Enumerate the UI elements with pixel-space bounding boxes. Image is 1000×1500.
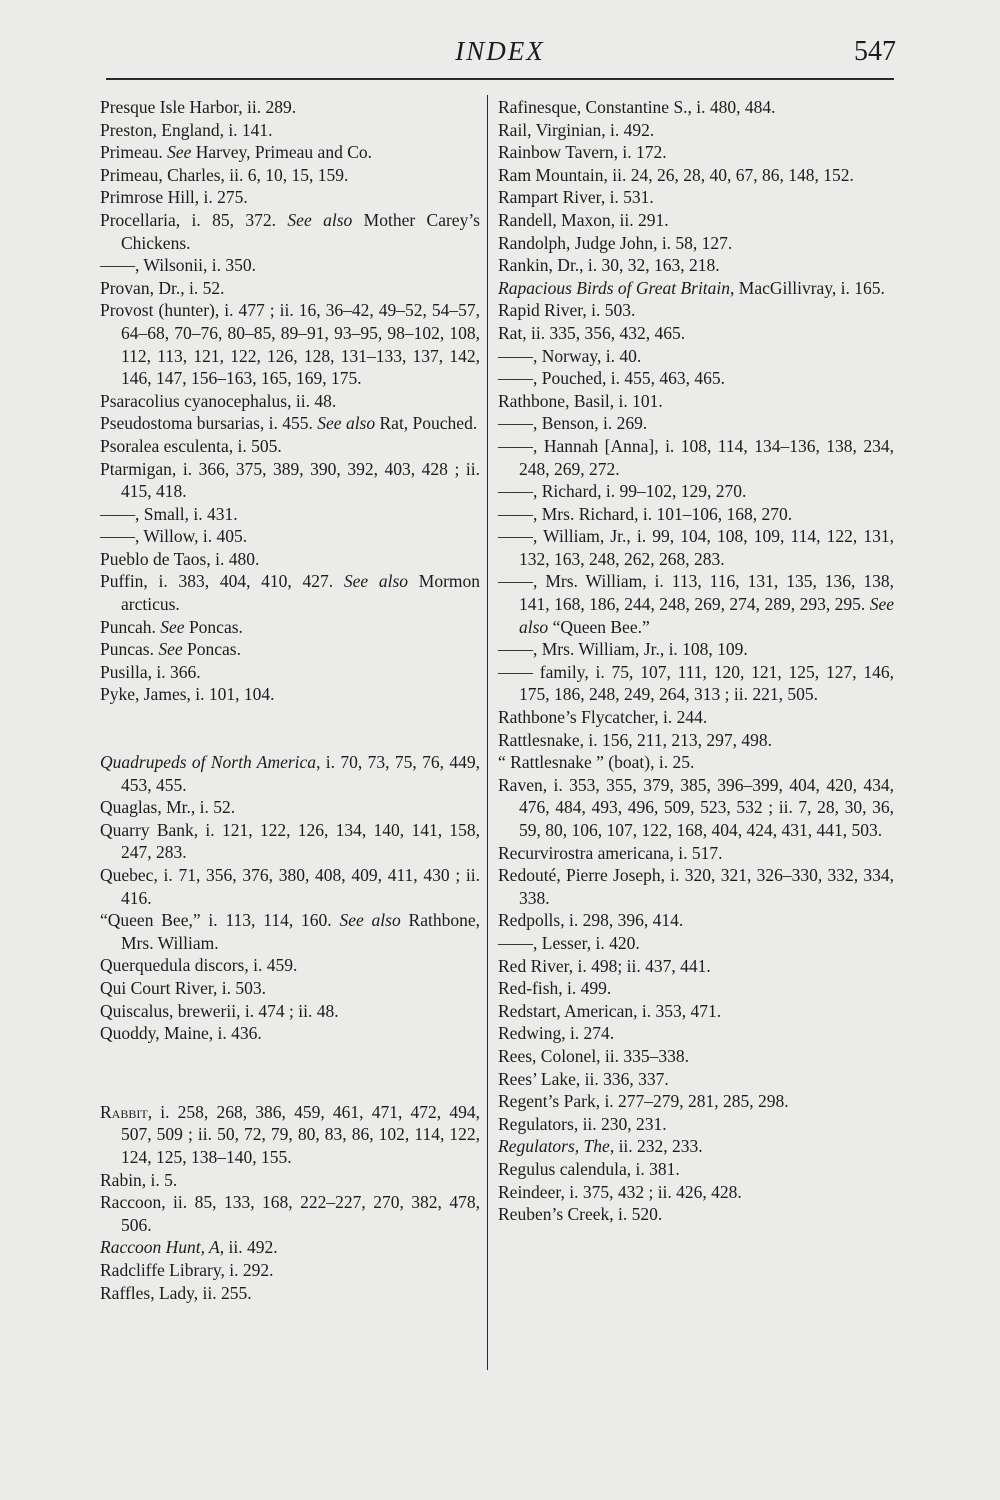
index-entry: Pyke, James, i. 101, 104. [100,684,275,705]
index-entry: ——, Mrs. Richard, i. 101–106, 168, 270. [498,503,793,524]
index-entry: Qui Court River, i. 503. [100,977,267,998]
index-entry: ——, Willow, i. 405. [100,526,248,547]
index-entry: Rampart River, i. 531. [498,187,654,208]
index-entry: ——, Norway, i. 40. [498,345,642,366]
index-entry: ——, Mrs. William, i. 113, 116, 131, 135, 136, 138, 141, 168, 186, 244, 248, 269, 274, 289, 293, 295. See also “Queen Bee.” [498,571,894,637]
index-entry: ——, Lesser, i. 420. [498,932,640,953]
index-entry: “ Rattlesnake ” (boat), i. 25. [498,752,695,773]
index-entry: Raccoon, ii. 85, 133, 168, 222–227, 270, 382, 478, 506. [100,1192,480,1235]
index-entry: Psaracolius cyanocephalus, ii. 48. [100,390,337,411]
page-number: 547 [854,36,896,67]
index-entry: Puffin, i. 383, 404, 410, 427. See also Mormon arcticus. [100,571,481,615]
index-entry: Quoddy, Maine, i. 436. [100,1023,262,1044]
index-entry: Raffles, Lady, ii. 255. [100,1282,252,1303]
index-entry: Provost (hunter), i. 477 ; ii. 16, 36–42, 49–52, 54–57, 64–68, 70–76, 80–85, 89–91, 93–95, 98–102, 108, 112, 113, 121, 122, 126, 128, 131–133, 137, 142, 146, 147, 156–163, 165, 169, 175. [100,300,480,389]
index-entry: Regulus calendula, i. 381. [498,1158,680,1179]
index-entry: Ptarmigan, i. 366, 375, 389, 390, 392, 403, 428 ; ii. 415, 418. [100,458,480,502]
index-entry: Radcliffe Library, i. 292. [100,1259,274,1280]
index-entry: Reuben’s Creek, i. 520. [498,1204,663,1225]
index-entry: Rabin, i. 5. [100,1169,178,1190]
index-entry: Pusilla, i. 366. [100,661,201,682]
index-entry: Redouté, Pierre Joseph, i. 320, 321, 326–330, 332, 334, 338. [498,865,894,908]
index-entry: Rathbone’s Flycatcher, i. 244. [498,707,708,728]
index-entry: Quadrupeds of North America, i. 70, 73, 75, 76, 449, 453, 455. [100,752,480,795]
index-entry: Redwing, i. 274. [498,1023,615,1044]
index-entry: Primrose Hill, i. 275. [100,187,248,208]
index-entry: Rat, ii. 335, 356, 432, 465. [498,322,686,343]
index-entry: Ram Mountain, ii. 24, 26, 28, 40, 67, 86, 148, 152. [498,164,854,185]
index-entry: Querquedula discors, i. 459. [100,955,298,976]
index-entry: Primeau, Charles, ii. 6, 10, 15, 159. [100,164,349,185]
index-entry: ——, William, Jr., i. 99, 104, 108, 109, 114, 122, 131, 132, 163, 248, 262, 268, 283. [498,526,894,569]
index-entry: “Queen Bee,” i. 113, 114, 160. See also Rathbone, Mrs. William. [100,910,480,953]
index-entry: Regulators, ii. 230, 231. [498,1113,667,1134]
index-entry: Pseudostoma bursarias, i. 455. See also Rat, Pouched. [100,413,478,434]
index-entry: Puncas. See Poncas. [100,639,241,660]
index-entry: ——, Richard, i. 99–102, 129, 270. [498,481,747,502]
column-divider [487,95,488,1370]
index-entry: Pueblo de Taos, i. 480. [100,548,260,569]
index-entry: Redpolls, i. 298, 396, 414. [498,910,684,931]
header-rule [106,78,894,80]
index-entry: Puncah. See Poncas. [100,616,243,637]
index-entry: Raccoon Hunt, A, ii. 492. [100,1237,278,1258]
index-entry: Rapacious Birds of Great Britain, MacGillivray, i. 165. [498,277,885,298]
index-entry: Rail, Virginian, i. 492. [498,119,655,140]
index-entry: Rainbow Tavern, i. 172. [498,142,667,163]
index-entry: Rabbit, i. 258, 268, 386, 459, 461, 471, 472, 494, 507, 509 ; ii. 50, 72, 79, 80, 83, 86, 102, 114, 122, 124, 125, 138–140, 155. [100,1101,480,1167]
index-entry: Quaglas, Mr., i. 52. [100,797,236,818]
index-entry: ——, Wilsonii, i. 350. [100,255,256,276]
index-entry: Redstart, American, i. 353, 471. [498,1000,722,1021]
index-entry: Red-fish, i. 499. [498,978,612,999]
index-entry: Procellaria, i. 85, 372. See also Mother Carey’s Chickens. [100,209,480,253]
index-entry: Randolph, Judge John, i. 58, 127. [498,232,733,253]
index-column-right [498,96,894,1226]
index-entry: ——, Pouched, i. 455, 463, 465. [498,368,726,389]
index-entry: Randell, Maxon, ii. 291. [498,209,669,230]
index-entry: Provan, Dr., i. 52. [100,277,225,298]
index-entry: Quarry Bank, i. 121, 122, 126, 134, 140, 141, 158, 247, 283. [100,819,480,863]
index-entry: Raven, i. 353, 355, 379, 385, 396–399, 404, 420, 434, 476, 484, 493, 496, 509, 523, 532 ; ii. 7, 28, 30, 36, 59, 80, 106, 107, 122, 168, 404, 424, 431, 441, 503. [498,774,894,840]
index-entry: ——, Benson, i. 269. [498,413,648,434]
index-entry: Quebec, i. 71, 356, 376, 380, 408, 409, 411, 430 ; ii. 416. [100,865,480,908]
index-entry: Rees’ Lake, ii. 336, 337. [498,1068,669,1089]
index-entry: Quiscalus, brewerii, i. 474 ; ii. 48. [100,1000,339,1021]
index-entry: Red River, i. 498; ii. 437, 441. [498,955,711,976]
index-entry: ——, Mrs. William, Jr., i. 108, 109. [498,639,748,660]
index-entry: Rankin, Dr., i. 30, 32, 163, 218. [498,255,720,276]
index-entry: Rattlesnake, i. 156, 211, 213, 297, 498. [498,729,772,750]
index-entry: Preston, England, i. 141. [100,119,273,140]
index-entry: Rafinesque, Constantine S., i. 480, 484. [498,97,776,117]
index-column-left [100,96,480,1304]
index-entry: ——, Hannah [Anna], i. 108, 114, 134–136, 138, 234, 248, 269, 272. [498,435,894,479]
index-entry: Regent’s Park, i. 277–279, 281, 285, 298. [498,1091,789,1112]
index-entry: Regulators, The, ii. 232, 233. [498,1136,703,1157]
index-entry: Rapid River, i. 503. [498,300,636,321]
index-entry: ——, Small, i. 431. [100,503,238,524]
index-entry: Recurvirostra americana, i. 517. [498,842,723,863]
index-entry: —— family, i. 75, 107, 111, 120, 121, 125, 127, 146, 175, 186, 248, 249, 264, 313 ; ii. 221, 505. [498,661,894,705]
index-entry: Rathbone, Basil, i. 101. [498,390,663,411]
index-entry: Psoralea esculenta, i. 505. [100,435,282,456]
index-entry: Primeau. See Harvey, Primeau and Co. [100,142,372,163]
index-entry: Rees, Colonel, ii. 335–338. [498,1045,690,1066]
index-entry: Presque Isle Harbor, ii. 289. [100,97,297,117]
page-title: INDEX [455,36,545,66]
page-header [0,36,1000,76]
index-entry: Reindeer, i. 375, 432 ; ii. 426, 428. [498,1181,742,1202]
